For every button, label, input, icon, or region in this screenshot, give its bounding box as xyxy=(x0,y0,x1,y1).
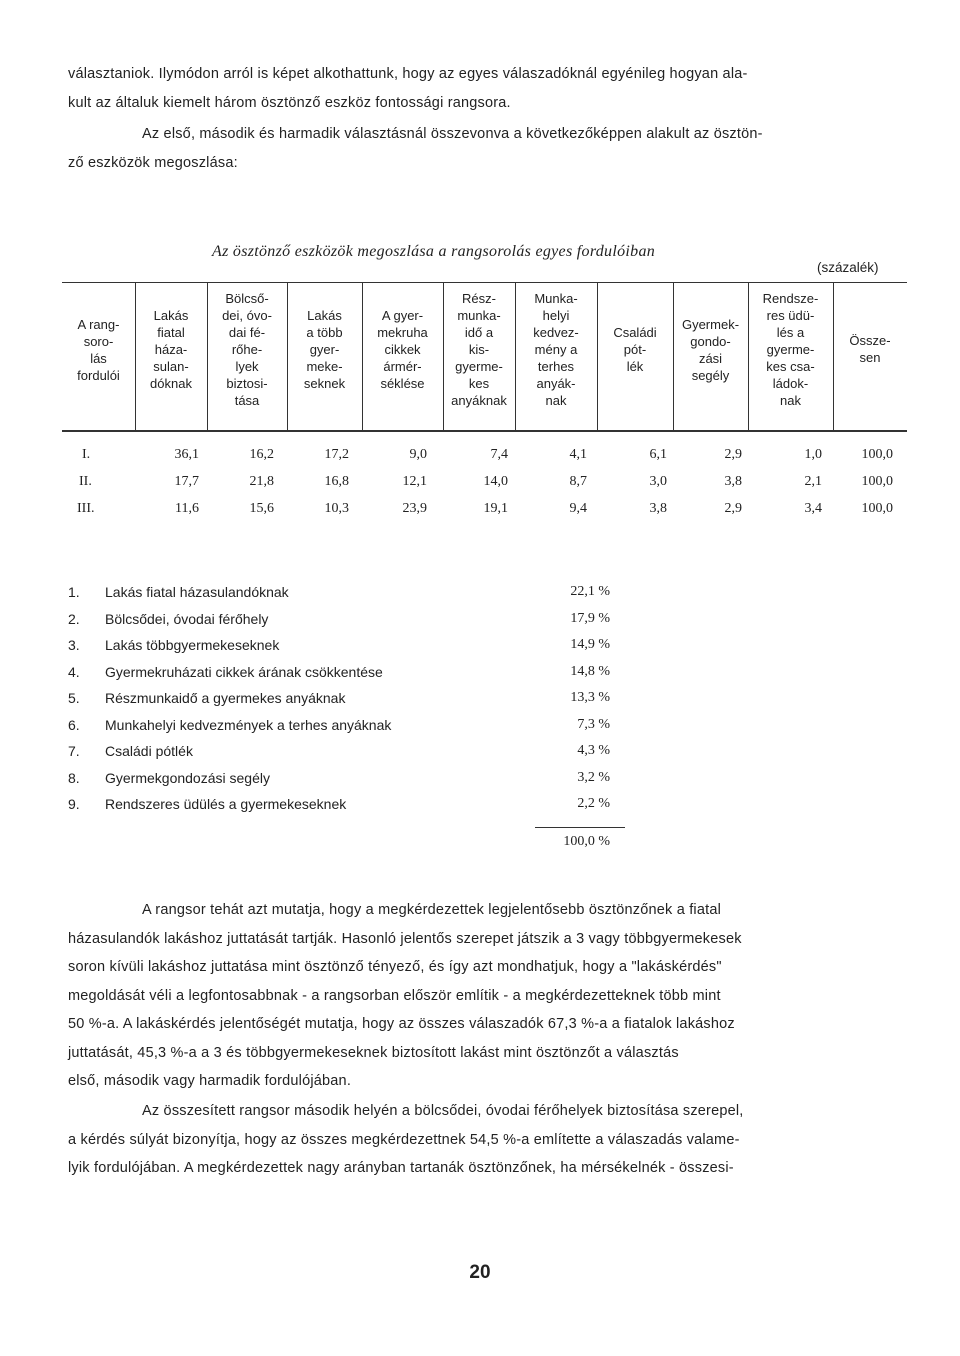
data-cell: 3,4 xyxy=(804,501,822,516)
table-row xyxy=(62,474,907,496)
text-line: Az összesített rangsor második helyén a bölcsődei, óvodai férőhelyek biztosítása szerepel, xyxy=(142,1103,744,1119)
header-clothing-price: A gyer- mekruha cikkek ármér- séklése xyxy=(377,308,428,391)
text-line: juttatását, 45,3 %-a a 3 és többgyermekeseknek biztosított lakást mint ösztönzőt a választás xyxy=(68,1044,679,1061)
data-cell: 17,7 xyxy=(174,474,199,489)
data-cell: 19,1 xyxy=(483,501,508,516)
data-cell: 100,0 xyxy=(861,474,893,489)
distribution-table xyxy=(62,282,907,432)
table-row xyxy=(62,501,907,523)
data-cell: 17,2 xyxy=(324,447,349,462)
text-line: a kérdés súlyát bizonyítja, hogy az összes megkérdezettnek 54,5 %-a említette a válaszadás valame- xyxy=(68,1131,740,1148)
data-cell: 7,4 xyxy=(490,447,508,462)
data-cell: 16,2 xyxy=(249,447,274,462)
data-cell: 4,1 xyxy=(569,447,587,462)
text-line: 50 %-a. A lakáskérdés jelentőségét mutatja, hogy az összes válaszadók 67,3 %-a a fiatalok lakáshoz xyxy=(68,1016,735,1032)
data-cell: 11,6 xyxy=(175,501,199,516)
data-cell: 10,3 xyxy=(324,501,349,516)
data-cell: 1,0 xyxy=(804,447,822,462)
text-line: házasulandók lakáshoz juttatását tartják. Hasonló jelentős szerepet játszik a 3 vagy többgyermekesek xyxy=(68,930,742,947)
data-cell: 3,8 xyxy=(724,474,742,489)
table-title: Az ösztönző eszközök megoszlása a rangsorolás egyes fordulóiban xyxy=(212,243,656,260)
round-cell: II. xyxy=(79,474,92,489)
round-cell: III. xyxy=(77,501,95,516)
data-cell: 6,1 xyxy=(649,447,667,462)
data-cell: 15,6 xyxy=(249,501,274,516)
intro-paragraph-2 xyxy=(68,120,896,177)
data-cell: 36,1 xyxy=(174,447,199,462)
header-round: A rang- soro- lás fordulói xyxy=(77,317,120,383)
text-line: megoldását véli a legfontosabbnak - a rangsorban először említik - a megkérdezetteknek több mint xyxy=(68,987,721,1004)
data-cell: 23,9 xyxy=(402,501,427,516)
paragraph xyxy=(68,896,896,1096)
table-row xyxy=(62,447,907,469)
intro-paragraph xyxy=(68,60,896,117)
data-cell: 2,1 xyxy=(804,474,822,489)
data-cell: 9,0 xyxy=(409,447,427,462)
data-cell: 21,8 xyxy=(249,474,274,489)
header-housing-young: Lakás fiatal háza- sulan- dóknak xyxy=(150,308,192,391)
header-housing-large-families: Lakás a több gyer- meke- seknek xyxy=(303,308,346,391)
header-holiday: Rendsze- res üdü- lés a gyerme- kes csa- ládok- nak xyxy=(762,291,819,408)
data-cell: 9,4 xyxy=(569,501,587,516)
header-workplace-benefits: Munka- helyi kedvez- mény a terhes anyák- nak xyxy=(533,291,579,408)
table-header-rule xyxy=(62,430,907,432)
ranking-total: 100,0 % xyxy=(563,834,610,849)
text-line: kult az általuk kiemelt három ösztönző eszköz fontossági rangsora. xyxy=(68,94,511,111)
header-nursery: Bölcső- dei, óvo- dai fé- rőhe- lyek biztosi- tása xyxy=(222,291,272,408)
header-childcare-allowance: Gyermek- gondo- zási segély xyxy=(681,317,740,383)
data-cell: 2,9 xyxy=(724,501,742,516)
round-cell: I. xyxy=(82,447,91,462)
data-cell: 100,0 xyxy=(861,447,893,462)
page-number: 20 xyxy=(469,1262,491,1283)
data-cell: 12,1 xyxy=(402,474,427,489)
data-cell: 8,7 xyxy=(569,474,587,489)
table-top-rule xyxy=(62,282,907,283)
paragraph xyxy=(68,1097,896,1183)
table-unit: (százalék) xyxy=(817,260,879,275)
text-line: A rangsor tehát azt mutatja, hogy a megkérdezettek legjelentősebb ösztönzőnek a fiatal xyxy=(142,902,722,918)
text-line: soron kívüli lakáshoz juttatása mint ösztönző tényező, és így azt mondhatjuk, hogy a "lakáskérdés" xyxy=(68,959,722,975)
data-cell: 3,8 xyxy=(649,501,667,516)
text-line: választaniok. Ilymódon arról is képet alkothattunk, hogy az egyes válaszadóknál egyénileg hogyan ala- xyxy=(68,66,748,82)
header-part-time: Rész- munka- idő a kis- gyerme- kes anyáknak xyxy=(451,291,507,408)
data-cell: 16,8 xyxy=(324,474,349,489)
text-line: ző eszközök megoszlása: xyxy=(68,154,238,171)
header-family-allowance: Családi pót- lék xyxy=(613,325,657,374)
text-line: lyik fordulójában. A megkérdezettek nagy arányban tartanák ösztönzőnek, ha mérsékelnék - összesi- xyxy=(68,1160,734,1176)
text-line: Az első, második és harmadik választásnál összevonva a következőképpen alakult az ösztön- xyxy=(142,126,763,142)
sum-rule xyxy=(535,827,625,828)
data-cell: 100,0 xyxy=(861,501,893,516)
text-line: első, második vagy harmadik fordulójában. xyxy=(68,1073,352,1089)
data-cell: 2,9 xyxy=(724,447,742,462)
data-cell: 3,0 xyxy=(649,474,667,489)
data-cell: 14,0 xyxy=(483,474,508,489)
header-total: Össze- sen xyxy=(849,333,891,365)
